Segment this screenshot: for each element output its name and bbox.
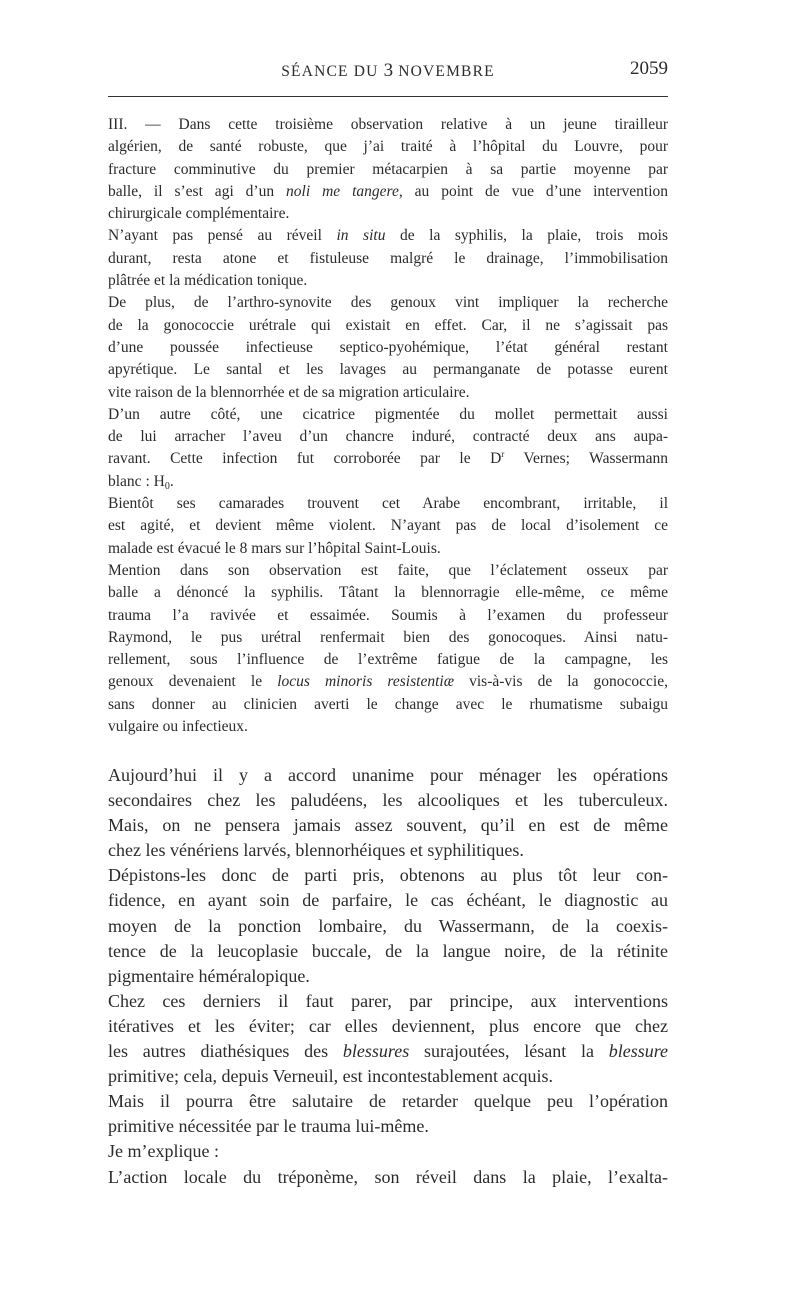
header-rule xyxy=(108,96,668,97)
page-header xyxy=(108,58,668,86)
paragraph-evacuation: Bientôt ses camarades trouvent cet Arabe encombrant, irritable, il est agité, et devient même violent. N’ayant pas de local d’isolement ce xyxy=(108,495,668,535)
paragraph-gonococcie: De plus, de l’arthro-synovite des genoux vint impliquer la recherche de la gonococcie urétrale qui existait en effet. Car, il ne s’agissait pas d’une poussée infectieuse septico-pyohémique, l’état général restant apyrétique. Le santal et les lavages au permanganate de potasse eurent xyxy=(108,294,668,379)
discussion-section: Aujourd’hui il y a accord unanime pour ménager les opérations secondaires chez les paludéens, les alcooliques et les tuberculeux. Mais, on ne pensera jamais assez souvent, qu’il en est de même chez les vénériens larvés, blennorhéiques et syphilitiques. Dépistons-les donc de parti pris, obtenons au plus tôt leur con- fidence, en ayant soin de parfaire, le cas échéant, le diagnostic au moyen de la ponction lombaire, du Wassermann, de la coexis- tence de la leucoplasie buccale, de la langue noire, de la rétinite pigmentaire héméralopique. Chez ces derniers il faut parer, par principe, aux interventions itératives et les éviter; car elles deviennent, plus encore que chez les autres diathésiques des blessures surajoutées, lésant la blessure primitive; cela, depuis Verneuil, est incontestablement acquis. Mais il pourra être salutaire de retarder quelque peu l’opération primitive nécessitée par le trauma lui-même. Je m’explique : L’action locale du tréponème, son réveil dans la plaie, l’exalta- xyxy=(108,763,668,1190)
paragraph-explique: Je m’explique : xyxy=(108,1141,219,1162)
page-number: 2059 xyxy=(630,58,668,79)
paragraph-retarder: Mais il pourra être salutaire de retarder quelque peu l’opération xyxy=(108,1091,668,1112)
paragraph-action-locale: L’action locale du tréponème, son réveil dans la plaie, l’exalta- xyxy=(108,1166,668,1187)
paragraph-parer: Chez ces derniers il faut parer, par principe, aux interventions itératives et les éviter; car elles deviennent, plus encore que chez les autres diathésiques des blessures surajoutées, lésant la blessure xyxy=(108,990,669,1062)
paragraph-chancre: D’un autre côté, une cicatrice pigmentée du mollet permettait aussi de lui arracher l’aveu d’un chancre induré, contracté deux ans aupa- ravant. Cette infection fut corroborée par le $D^r$ Vernes; Wassermann xyxy=(108,405,668,468)
observation-section: III. — Dans cette troisième observation relative à un jeune tirailleur algérien, de santé robuste, que j’ai traité à l’hôpital du Louvre, pour fracture comminutive du premier métacarpien à sa partie moyenne par balle, il s’est agi d’un noli me tangere, au point de vue d’une intervention chirurgicale complémentaire. N’ayant pas pensé au réveil in situ de la syphilis, la plaie, trois mois durant, resta atone et fistuleuse malgré le drainage, l’immobilisation plâtrée et la médication tonique. De plus, de l’arthro-synovite des genoux vint impliquer la recherche de la gonococcie urétrale qui existait en effet. Car, il ne s’agissait pas d’une poussée infectieuse septico-pyohémique, l’état général restant apyrétique. Le santal et les lavages au permanganate de potasse eurent vite raison de la blennorrhée et de sa migration articulaire. D’un autre côté, une cicatrice pigmentée du mollet permettait aussi de lui arracher l’aveu d’un chancre induré, contracté deux ans aupa- ravant. Cette infection fut corroborée par le $D^r$ Vernes; Wassermann blanc : $H_0$. Bientôt ses camarades trouvent cet Arabe encombrant, irritable, il est agité, et devient même violent. N’ayant pas de local d’isolement ce malade est évacué le 8 mars sur l’hôpital Saint-Louis. Mention dans son observation est faite, que l’éclatement osseux par balle a dénoncé la syphilis. Tâtant la blennorragie elle-même, ce même trauma l’a ravivée et essaimée. Soumis à l’examen du professeur Raymond, le pus urétral renfermait bien des gonocoques. Ainsi natu- rellement, sous l’influence de l’extrême fatigue de la campagne, les genoux devenaient le locus minoris resistentiæ vis-à-vis de la gonococcie, sans donner au clinicien averti le change avec le rhumatisme subaigu vulgaire ou infectieux. xyxy=(108,116,669,736)
paragraph-syphilis: N’ayant pas pensé au réveil in situ de la syphilis, la plaie, trois mois durant, resta atone et fistuleuse malgré le drainage, l’immobilisation xyxy=(108,227,669,267)
paragraph-accord: Aujourd’hui il y a accord unanime pour ménager les opérations secondaires chez les paludéens, les alcooliques et les tuberculeux. Mais, on ne pensera jamais assez souvent, qu’il en est de même xyxy=(108,765,668,836)
paragraph-observation-intro-end: chirurgicale complémentaire. xyxy=(108,205,290,223)
paragraph-observation-intro: III. — Dans cette troisième observation relative à un jeune tirailleur algérien, de santé robuste, que j’ai traité à l’hôpital du Louvre, pour fracture comminutive du premier métacarpien à sa partie moyenne par balle, il s’est agi d’un noli me tangere, au point de vue d’une intervention xyxy=(108,116,668,200)
paragraph-depistons: Dépistons-les donc de parti pris, obtenons au plus tôt leur con- fidence, en ayant soin de parfaire, le cas échéant, le diagnostic au moyen de la ponction lombaire, du Wassermann, de la coexis- tence de la leucoplasie buccale, de la langue noire, de la rétinite xyxy=(108,865,668,961)
running-title: SÉANCE DU 3 NOVEMBRE xyxy=(281,60,495,81)
paragraph-mention: Mention dans son observation est faite, que l’éclatement osseux par balle a dénoncé la syphilis. Tâtant la blennorragie elle-même, ce même trauma l’a ravivée et essaimée. Soumis à l’examen du professeur Raymond, le pus urétral renfermait bien des gonocoques. Ainsi natu- rellement, sous l’influence de l’extrême fatigue de la campagne, les genoux devenaient le locus minoris resistentiæ vis-à-vis de la gonococcie, sans donner au clinicien averti le change avec le rhumatisme subaigu xyxy=(108,561,668,713)
